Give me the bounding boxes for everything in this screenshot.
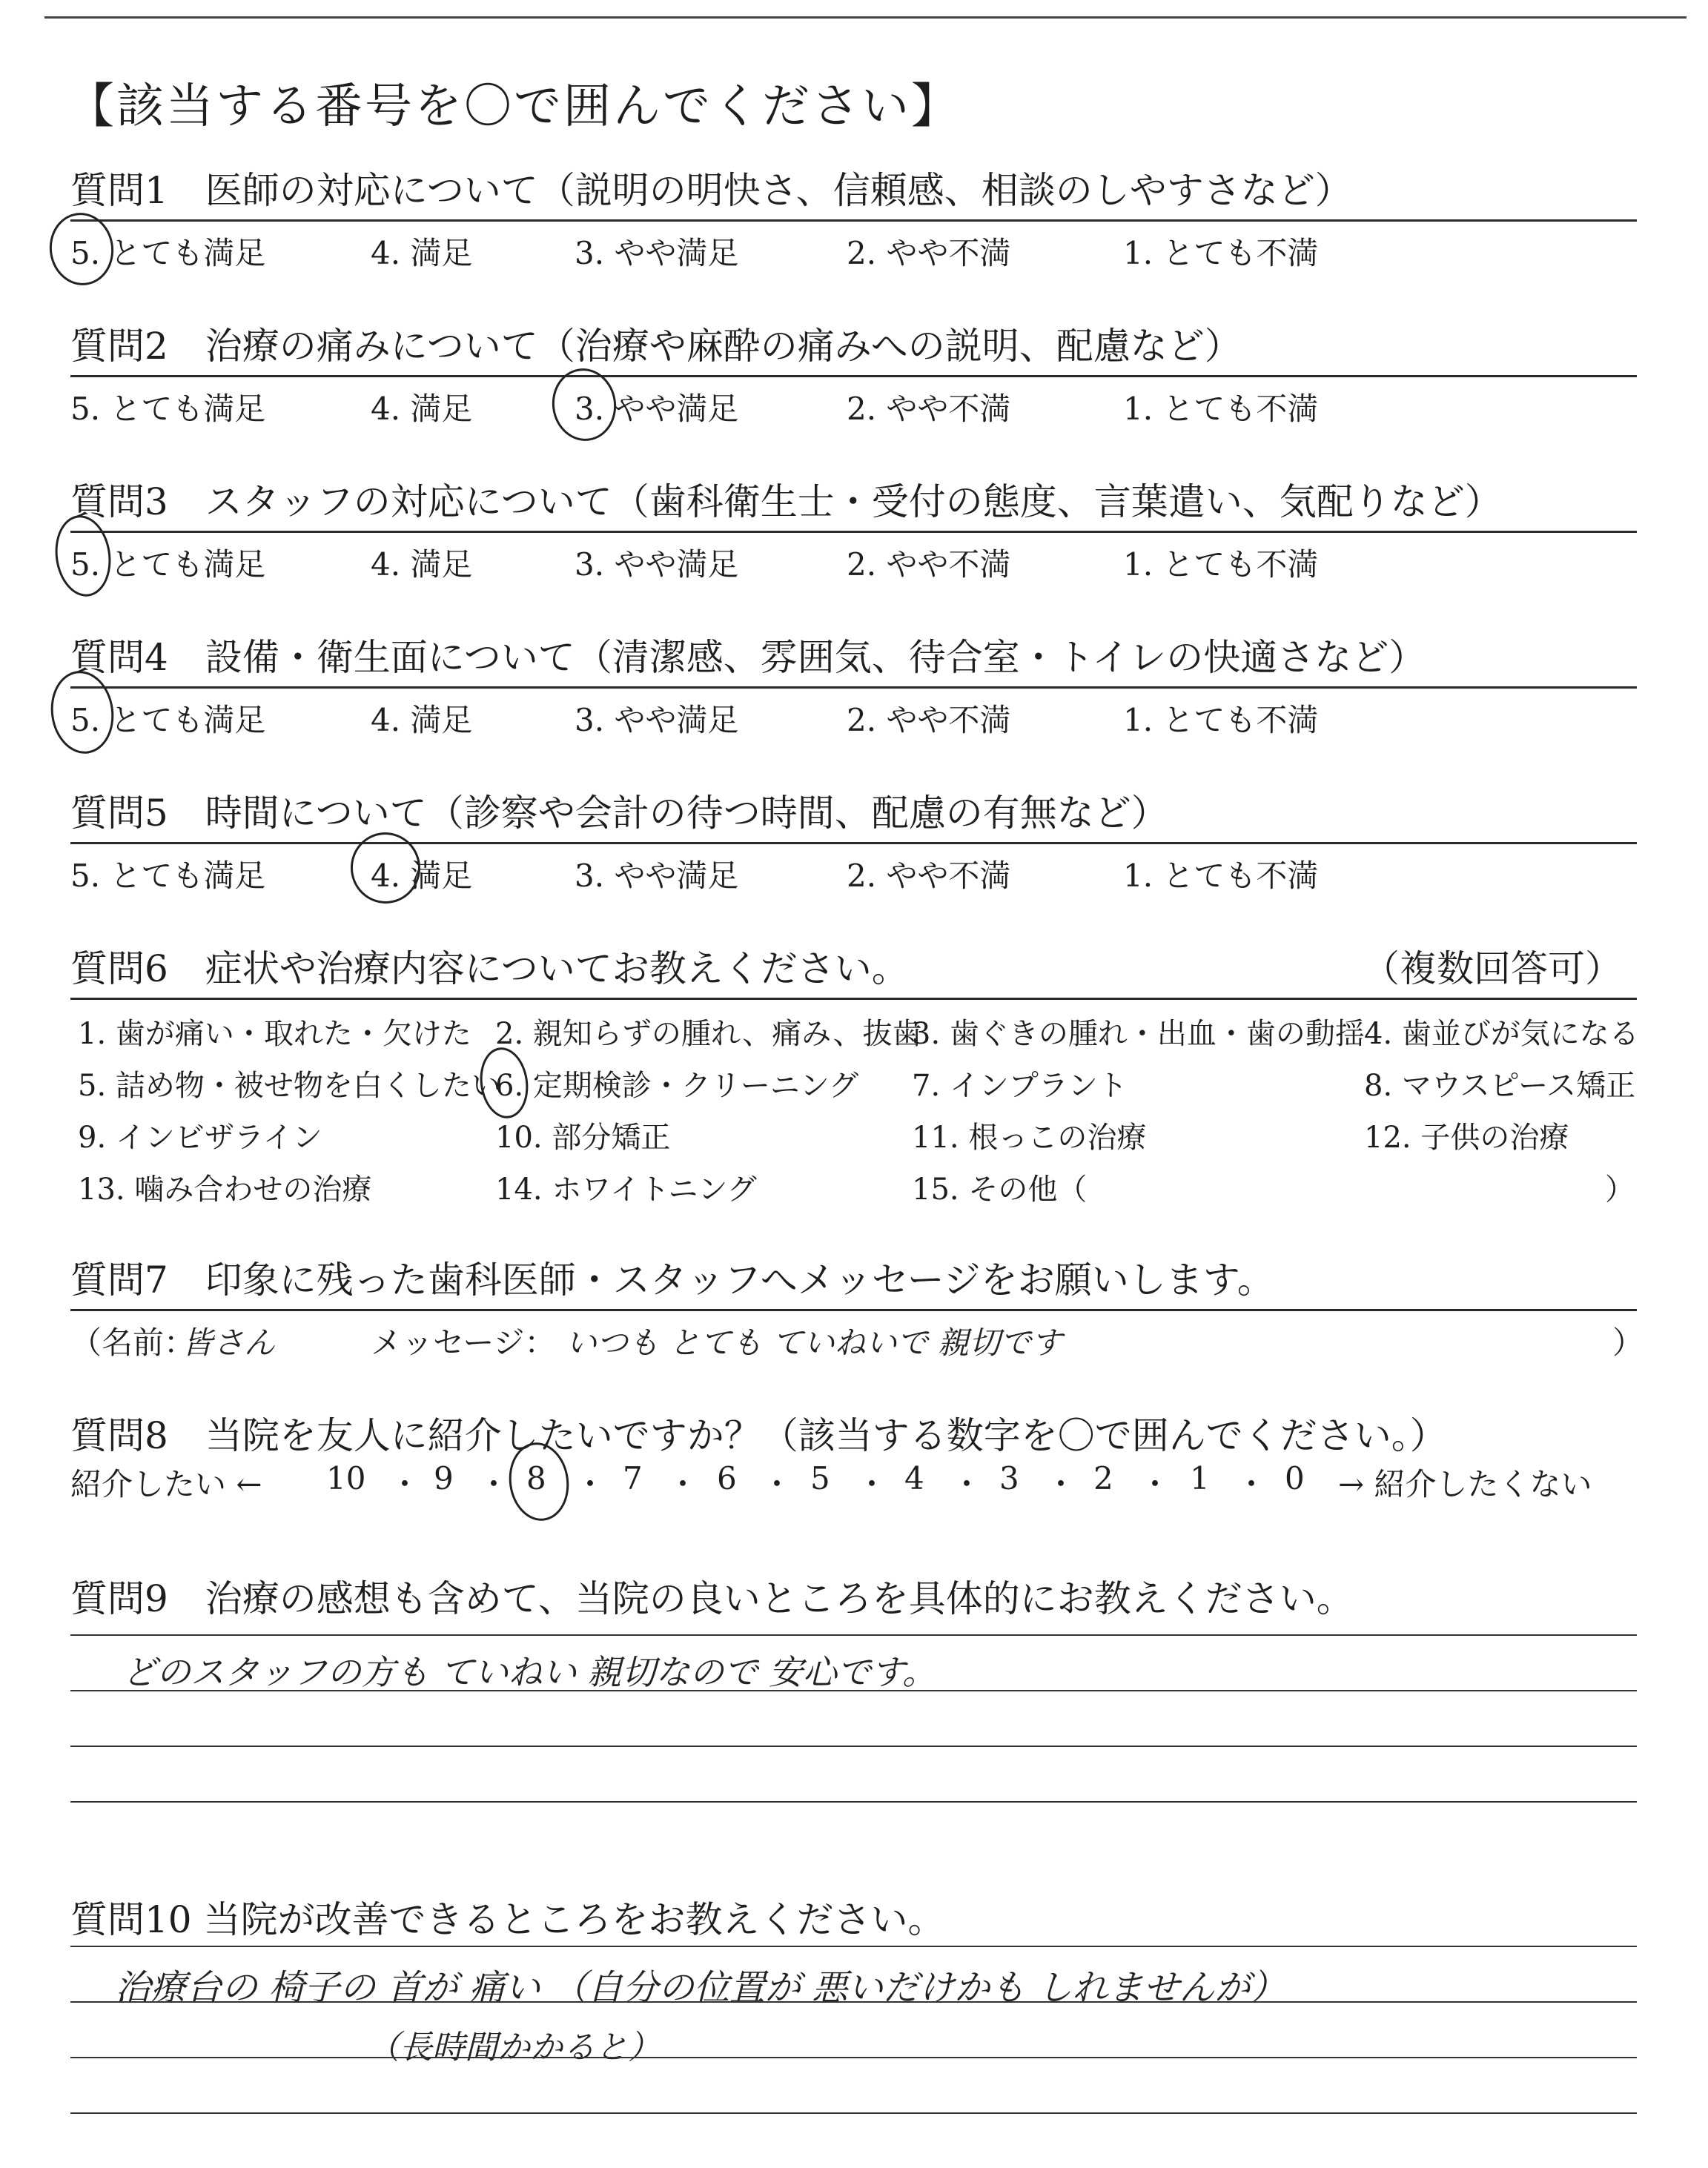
- option-4[interactable]: 4. 満足: [371, 546, 473, 583]
- option-5[interactable]: 5. とても満足: [70, 391, 266, 427]
- option-3[interactable]: 3. やや満足: [575, 858, 739, 894]
- question-5-options: [70, 852, 1637, 896]
- message-label: メッセージ：: [371, 1325, 556, 1361]
- question-6-title: 質問6 症状や治療内容についてお教えください。: [70, 947, 909, 990]
- question-1: [70, 169, 1637, 274]
- instruction-header: 【該当する番号を〇で囲んでください】: [67, 79, 961, 134]
- option-5[interactable]: 5. とても満足: [70, 546, 266, 583]
- question-7-answer: [70, 1319, 1644, 1363]
- option-item[interactable]: 14. ホワイトニング: [495, 1173, 757, 1207]
- question-2-rule: [70, 375, 1637, 377]
- answer-line: [70, 1746, 1637, 1801]
- question-5-title: 質問5 時間について（診察や会計の待つ時間、配慮の有無など）: [70, 792, 1168, 835]
- scale-dot: ・: [1045, 1466, 1077, 1502]
- option-item[interactable]: 15. その他（: [912, 1173, 1088, 1207]
- scale-dot: ・: [389, 1466, 421, 1502]
- message-value[interactable]: いつも とても ていねいで 親切です: [566, 1325, 1063, 1361]
- option-item[interactable]: 3. 歯ぐきの腫れ・出血・歯の動揺: [912, 1017, 1365, 1051]
- answer-line: [70, 2057, 1637, 2112]
- question-5: [70, 792, 1637, 896]
- option-item[interactable]: 12. 子供の治療: [1364, 1121, 1569, 1155]
- option-1[interactable]: 1. とても不満: [1123, 546, 1319, 583]
- message-close-paren: ）: [1612, 1325, 1644, 1361]
- scale-dot: ・: [478, 1466, 510, 1502]
- option-item[interactable]: 1. 歯が痛い・取れた・欠けた: [78, 1017, 471, 1051]
- question-6-rule: [70, 998, 1637, 1000]
- question-2: [70, 325, 1637, 429]
- answer-line: [70, 1801, 1637, 1857]
- question-7-title: 質問7 印象に残った歯科医師・スタッフへメッセージをお願いします。: [70, 1259, 1274, 1302]
- option-2[interactable]: 2. やや不満: [847, 858, 1011, 894]
- scale-dot: ・: [1236, 1466, 1268, 1502]
- scale-4[interactable]: 4: [904, 1460, 924, 1496]
- question-4: [70, 636, 1637, 740]
- question-1-title: 質問1 医師の対応について（説明の明快さ、信頼感、相談のしやすさなど）: [70, 169, 1352, 212]
- scale-dot: ・: [856, 1466, 888, 1502]
- scale-0[interactable]: 0: [1285, 1460, 1305, 1496]
- question-7: [70, 1259, 1644, 1363]
- option-1[interactable]: 1. とても不満: [1123, 391, 1319, 427]
- question-4-options: [70, 696, 1637, 740]
- option-item[interactable]: 9. インビザライン: [78, 1121, 322, 1155]
- option-3[interactable]: 3. やや満足: [575, 235, 739, 271]
- option-4[interactable]: 4. 満足: [371, 702, 473, 738]
- question-2-options: [70, 385, 1637, 429]
- question-10-answer-line-2[interactable]: （長時間かかると）: [367, 2029, 661, 2066]
- scale-3[interactable]: 3: [999, 1460, 1019, 1496]
- scale-dot: ・: [1139, 1466, 1171, 1502]
- scale-7[interactable]: 7: [623, 1460, 643, 1496]
- scale-dot: ・: [951, 1466, 983, 1502]
- question-8-title: 質問8 当院を友人に紹介したいですか？（該当する数字を〇で囲んでください。）: [70, 1414, 1447, 1457]
- option-item[interactable]: 6. 定期検診・クリーニング: [495, 1069, 859, 1103]
- question-5-rule: [70, 842, 1637, 844]
- answer-line: [70, 2112, 1637, 2168]
- scale-8[interactable]: 8: [526, 1460, 546, 1496]
- question-2-title: 質問2 治療の痛みについて（治療や麻酔の痛みへの説明、配慮など）: [70, 325, 1242, 368]
- question-6-options: [70, 1010, 1637, 1225]
- scale-dot: ・: [761, 1466, 793, 1502]
- top-edge-line: [44, 16, 1687, 19]
- answer-line: [70, 1690, 1637, 1746]
- question-10-title: 質問10 当院が改善できるところをお教えください。: [70, 1898, 945, 1941]
- option-item[interactable]: 13. 噛み合わせの治療: [78, 1173, 372, 1207]
- option-item[interactable]: 2. 親知らずの腫れ、痛み、抜歯: [495, 1017, 922, 1051]
- answer-line: [70, 1946, 1637, 2001]
- question-4-title: 質問4 設備・衛生面について（清潔感、雰囲気、待合室・トイレの快適さなど）: [70, 636, 1426, 679]
- option-5[interactable]: 5. とても満足: [70, 858, 266, 894]
- scale-left-label: 紹介したい ←: [70, 1466, 262, 1502]
- question-3-title: 質問3 スタッフの対応について（歯科衛生士・受付の態度、言葉遣い、気配りなど）: [70, 480, 1502, 523]
- question-9-answer[interactable]: どのスタッフの方も ていねい 親切なので 安心です。: [122, 1652, 937, 1692]
- question-1-options: [70, 229, 1637, 274]
- scale-2[interactable]: 2: [1093, 1460, 1113, 1496]
- scale-1[interactable]: 1: [1190, 1460, 1210, 1496]
- option-item[interactable]: 7. インプラント: [912, 1069, 1128, 1103]
- option-item[interactable]: 10. 部分矯正: [495, 1121, 671, 1155]
- option-2[interactable]: 2. やや不満: [847, 702, 1011, 738]
- option-5[interactable]: 5. とても満足: [70, 702, 266, 738]
- option-2[interactable]: 2. やや不満: [847, 235, 1011, 271]
- question-10-lines: [70, 1946, 1637, 2168]
- option-item[interactable]: 8. マウスピース矯正: [1364, 1069, 1636, 1103]
- option-3[interactable]: 3. やや満足: [575, 546, 739, 583]
- question-6-note: （複数回答可）: [1363, 947, 1622, 990]
- question-3: [70, 480, 1637, 585]
- scale-10[interactable]: 10: [326, 1460, 366, 1496]
- question-7-rule: [70, 1309, 1637, 1311]
- scale-5[interactable]: 5: [810, 1460, 830, 1496]
- option-item[interactable]: 5. 詰め物・被せ物を白くしたい: [78, 1069, 501, 1103]
- scale-6[interactable]: 6: [717, 1460, 737, 1496]
- question-8: [70, 1414, 1637, 1505]
- recommend-scale: [70, 1460, 1637, 1505]
- option-3[interactable]: 3. やや満足: [575, 702, 739, 738]
- name-label: （名前：: [70, 1325, 196, 1361]
- option-2[interactable]: 2. やや不満: [847, 391, 1011, 427]
- option-1[interactable]: 1. とても不満: [1123, 858, 1319, 894]
- answer-line: [70, 2001, 1637, 2057]
- question-1-rule: [70, 219, 1637, 222]
- question-3-options: [70, 540, 1637, 585]
- scale-dot: ・: [667, 1466, 699, 1502]
- option-item[interactable]: 11. 根っこの治療: [912, 1121, 1147, 1155]
- question-10-answer-line-1[interactable]: 治療台の 椅子の 首が 痛い （自分の位置が 悪いだけかも しれませんが）: [115, 1967, 1286, 2009]
- question-6: [70, 947, 1639, 1225]
- option-5[interactable]: 5. とても満足: [70, 235, 266, 271]
- answer-line: [70, 1634, 1637, 1690]
- option-4[interactable]: 4. 満足: [371, 235, 473, 271]
- question-9-title: 質問9 治療の感想も含めて、当院の良いところを具体的にお教えください。: [70, 1577, 1354, 1620]
- option-1[interactable]: 1. とても不満: [1123, 702, 1319, 738]
- question-3-rule: [70, 531, 1637, 533]
- option-2[interactable]: 2. やや不満: [847, 546, 1011, 583]
- option-1[interactable]: 1. とても不満: [1123, 235, 1319, 271]
- question-4-rule: [70, 686, 1637, 689]
- question-9-lines: [70, 1634, 1637, 1857]
- name-value[interactable]: 皆さん: [182, 1325, 276, 1361]
- scale-9[interactable]: 9: [434, 1460, 454, 1496]
- option-3[interactable]: 3. やや満足: [575, 391, 739, 427]
- option-4[interactable]: 4. 満足: [371, 858, 473, 894]
- option-item[interactable]: 4. 歯並びが気になる: [1364, 1017, 1639, 1051]
- other-close-paren: ）: [1605, 1173, 1635, 1207]
- option-4[interactable]: 4. 満足: [371, 391, 473, 427]
- scale-dot: ・: [575, 1466, 606, 1502]
- scale-right-label: → 紹介したくない: [1338, 1466, 1592, 1502]
